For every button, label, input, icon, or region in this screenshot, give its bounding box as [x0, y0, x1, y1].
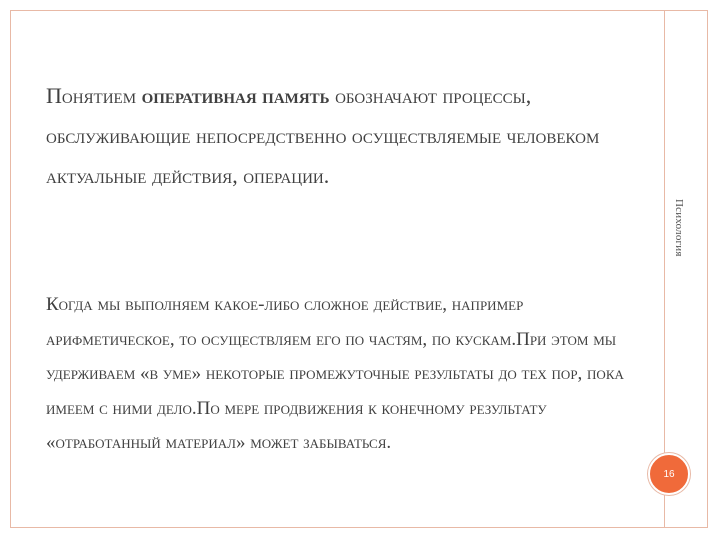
definition-term: оперативная память — [141, 83, 330, 108]
side-title: Психология — [673, 199, 685, 257]
page-number-badge: 16 — [648, 453, 690, 495]
definition-rest: обозначают процессы, обслуживающие непосредственно осуществляемые человеком актуальные действия, операции. — [46, 83, 600, 188]
definition-lead: Понятием — [46, 83, 142, 108]
definition-paragraph — [46, 76, 658, 196]
side-divider — [664, 10, 665, 528]
example-paragraph: Когда мы выполняем какое-либо сложное действие, например арифметическое, то осуществляем его по частям, по кускам.При этом мы удерживаем «в уме» некоторые промежуточные результаты до тех пор, пока имеем с ними дело.По мере продвижения к конечному результату «отработанный материал» может забываться. — [46, 294, 624, 453]
